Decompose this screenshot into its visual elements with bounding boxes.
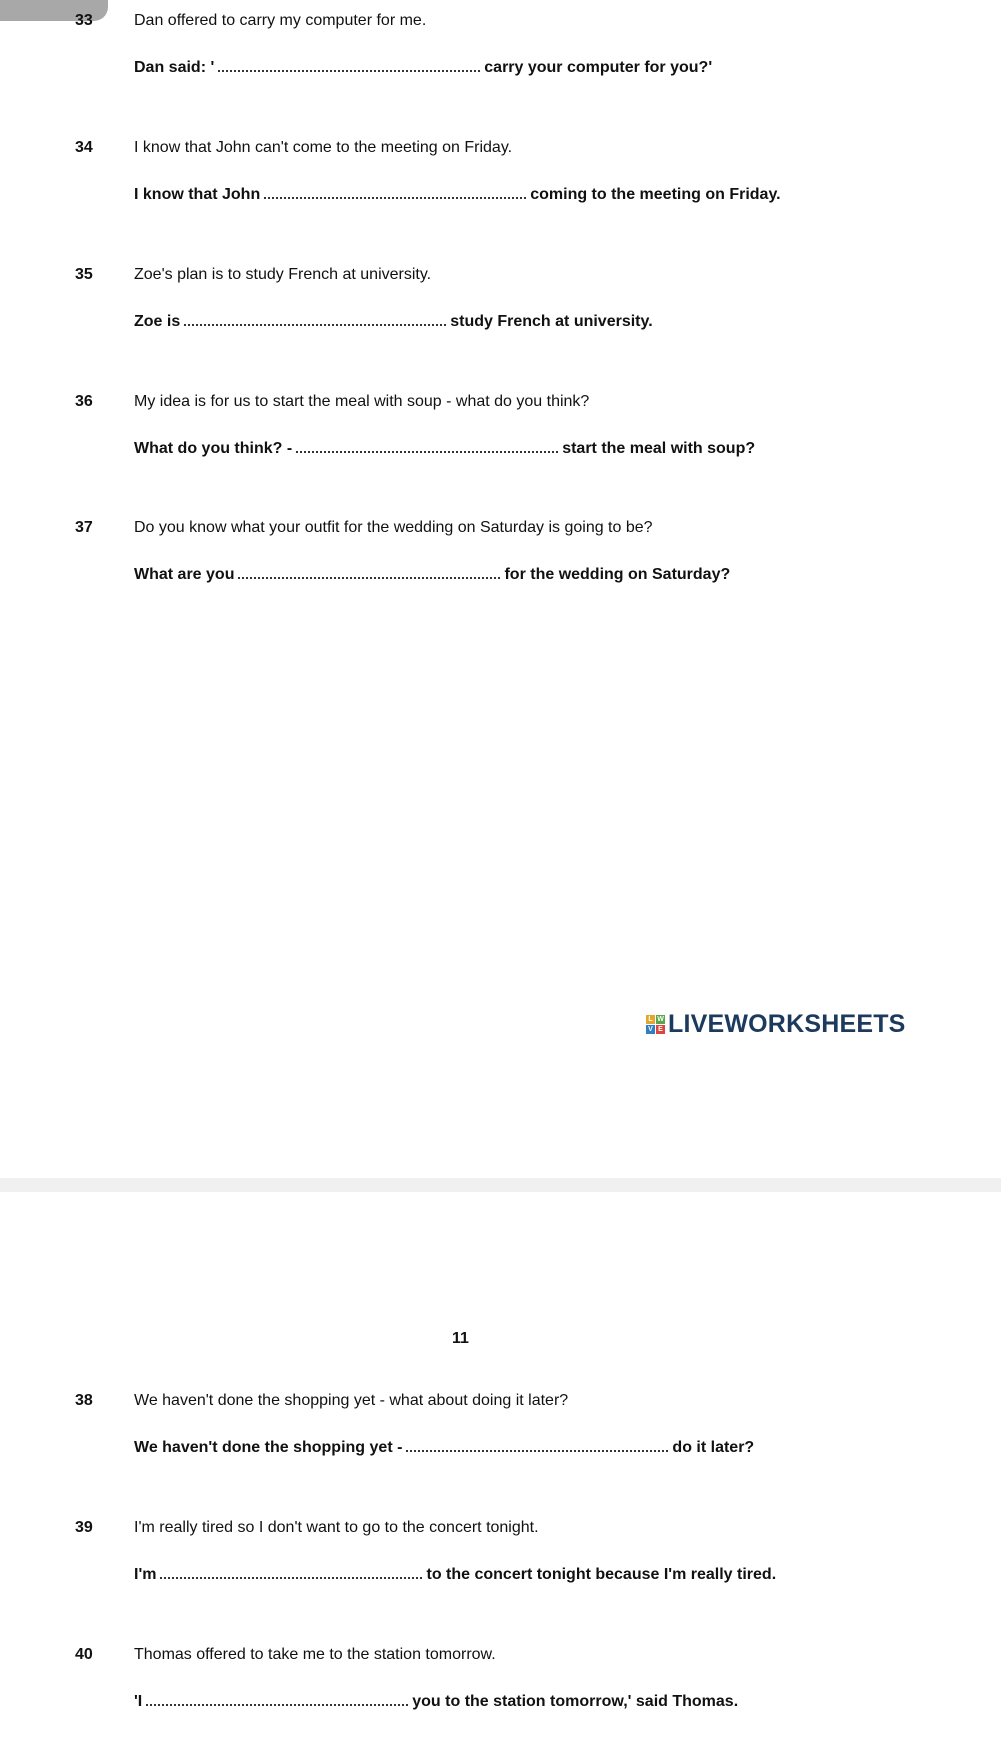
liveworksheets-logo-text: LIVEWORKSHEETS [668,1010,906,1038]
answer-blank[interactable] [146,1690,408,1706]
answer-blank[interactable] [264,183,526,199]
answer-blank[interactable] [160,1563,422,1579]
question-number: 35 [75,266,93,283]
answer-suffix: to the concert tonight because I'm really tired. [426,1566,777,1583]
question-number: 38 [75,1392,93,1409]
question-sentence: We haven't done the shopping yet - what about doing it later? [134,1392,569,1409]
logo-mark-letter: E [656,1025,665,1034]
answer-prefix: Dan said: ' [134,59,215,76]
answer-prefix: What are you [134,566,235,583]
question-sentence: My idea is for us to start the meal with soup - what do you think? [134,393,590,410]
answer-blank[interactable] [218,56,480,72]
answer-blank[interactable] [406,1436,668,1452]
answer-suffix: for the wedding on Saturday? [504,566,731,583]
answer-suffix: carry your computer for you?' [484,59,713,76]
answer-line [134,310,653,331]
question-sentence: I'm really tired so I don't want to go to the concert tonight. [134,1519,539,1536]
question-sentence: I know that John can't come to the meeting on Friday. [134,139,513,156]
answer-suffix: study French at university. [450,313,653,330]
question-sentence: Thomas offered to take me to the station tomorrow. [134,1646,496,1663]
liveworksheets-logo-icon [646,1015,665,1034]
answer-line [134,1436,754,1457]
answer-blank[interactable] [296,437,558,453]
question-number: 37 [75,519,93,536]
answer-suffix: you to the station tomorrow,' said Thomas. [412,1693,739,1710]
logo-mark-letter: V [646,1025,655,1034]
answer-prefix: I'm [134,1566,157,1583]
answer-line [134,1690,738,1711]
answer-prefix: What do you think? - [134,440,293,457]
question-number: 34 [75,139,93,156]
answer-line [134,56,712,77]
answer-suffix: start the meal with soup? [562,440,756,457]
answer-blank[interactable] [238,563,500,579]
answer-suffix: do it later? [672,1439,755,1456]
question-sentence: Dan offered to carry my computer for me. [134,12,427,29]
answer-blank[interactable] [184,310,446,326]
answer-line [134,437,755,458]
question-number: 36 [75,393,93,410]
logo-mark-letter: L [646,1015,655,1024]
answer-prefix: We haven't done the shopping yet - [134,1439,403,1456]
answer-suffix: coming to the meeting on Friday. [530,186,781,203]
question-number: 33 [75,12,93,29]
page-divider [0,1178,1001,1192]
answer-prefix: 'I [134,1693,143,1710]
question-number: 40 [75,1646,93,1663]
question-number: 39 [75,1519,93,1536]
answer-prefix: Zoe is [134,313,181,330]
answer-line [134,563,730,584]
answer-line [134,1563,776,1584]
liveworksheets-logo [646,1010,906,1039]
logo-mark-letter: W [657,1016,664,1023]
question-sentence: Do you know what your outfit for the wedding on Saturday is going to be? [134,519,653,536]
answer-prefix: I know that John [134,186,261,203]
answer-line [134,183,781,204]
question-sentence: Zoe's plan is to study French at university. [134,266,432,283]
page-number: 11 [452,1330,469,1347]
